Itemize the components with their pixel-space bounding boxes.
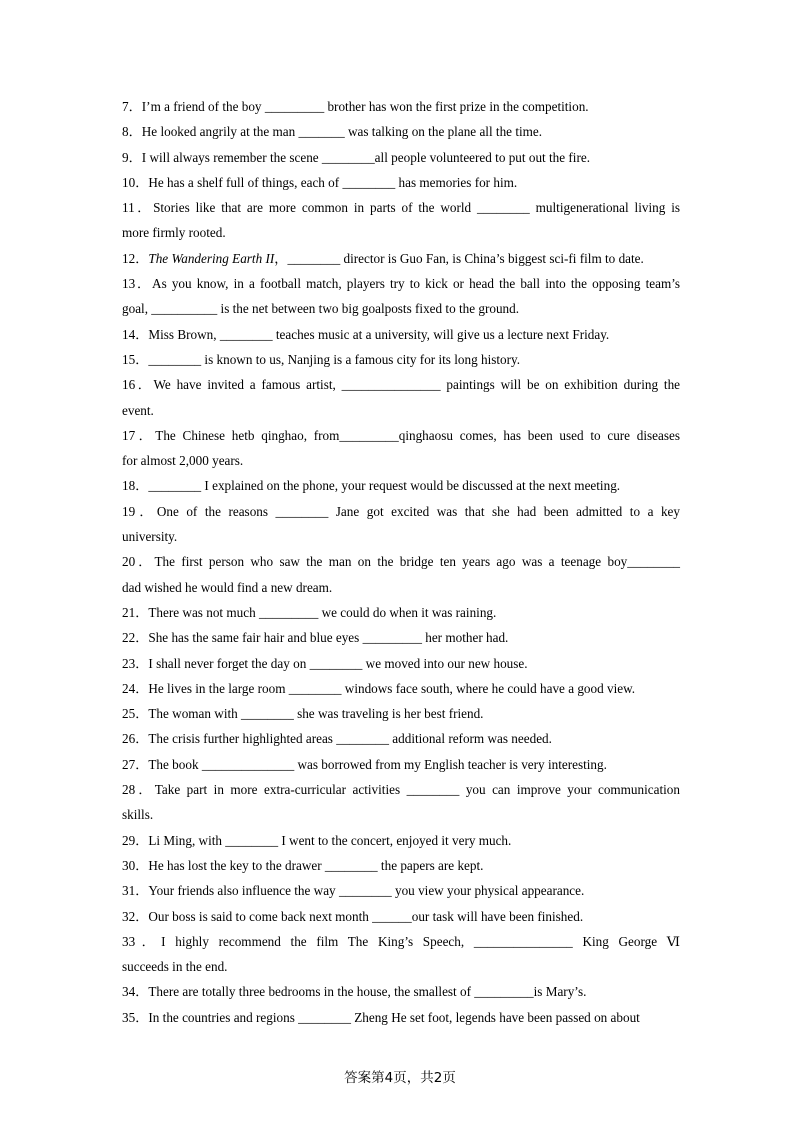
question-continuation: skills. [122,807,154,823]
question-text: There are totally three bedrooms in the house, the smallest of _________is Mary’s. [148,984,587,1000]
question-number: 34． [122,984,149,1000]
question-number: 27． [122,756,149,772]
question-text: He has lost the key to the drawer ________ the papers are kept. [148,857,484,873]
question-number: 17． [122,427,156,443]
question-line [122,701,680,726]
question-number: 19． [122,503,157,519]
question-continuation: university. [122,529,178,545]
page-footer: 答案第4页，共2页 [344,1070,456,1086]
question-continuation: event. [122,402,154,418]
question-line [122,651,680,676]
question-text: The crisis further highlighted areas ________ additional reform was needed. [148,731,552,747]
question-line [122,828,680,853]
question-text: He has a shelf full of things, each of ________ has memories for him. [148,174,518,190]
question-text: Miss Brown, ________ teaches music at a university, will give us a lecture next Friday. [148,326,610,342]
question-line [122,119,680,144]
question-line [122,777,680,802]
question-number: 16． [122,377,154,393]
question-text: Stories like that are more common in parts of the world ________ multigenerational living is [153,200,680,216]
question-number: 14． [122,326,149,342]
question-line [122,726,680,751]
question-line [122,145,680,170]
question-text: ________ is known to us, Nanjing is a famous city for its long history. [148,351,521,367]
question-line [122,347,680,372]
question-text: The Chinese hetb qinghao, from_________qinghaosu comes, has been used to cure diseases [155,427,680,443]
question-text: Your friends also influence the way ________ you view your physical appearance. [148,883,585,899]
question-number: 7． [122,99,142,114]
question-number: 9． [122,149,142,165]
question-text: I will always remember the scene ________all people volunteered to put out the fire. [141,149,591,165]
question-number: 8． [122,124,142,140]
question-text: Take part in more extra-curricular activities ________ you can improve your communication [154,782,680,798]
question-text: ，________ director is Guo Fan, is China’s biggest sci-fi film to date. [274,250,644,266]
question-number: 22． [122,630,149,646]
question-text: As you know, in a football match, players try to kick or head the ball into the opposing team’s [152,276,681,292]
question-number: 23． [122,655,149,671]
question-number: 29． [122,832,149,848]
question-number: 24． [122,680,149,696]
question-text: I highly recommend the film The King’s Speech, _______________ King George Ⅵ [161,933,681,949]
question-text: The woman with ________ she was traveling is her best friend. [148,706,484,722]
question-continuation: goal, __________ is the net between two big goalposts fixed to the ground. [122,301,520,317]
question-number: 26． [122,731,149,747]
question-line [122,979,680,1004]
question-continuation: dad wished he would find a new dream. [122,579,333,595]
question-line [122,625,680,650]
question-number: 28． [122,782,155,798]
question-line [122,423,680,448]
question-number: 11． [122,200,154,216]
question-number: 15． [122,351,149,367]
question-line [122,170,680,195]
question-continuation: succeeds in the end. [122,959,228,975]
question-text: One of the reasons ________ Jane got excited was that she had been admitted to a key [156,503,680,519]
question-text: He lives in the large room ________ windows face south, where he could have a good view. [148,680,636,696]
question-continuation: more firmly rooted. [122,225,226,241]
question-line [122,878,680,903]
question-line [122,752,680,777]
question-number: 31． [122,883,149,899]
question-line [122,271,680,296]
question-text: I shall never forget the day on ________ we moved into our new house. [148,655,528,671]
question-line [122,195,680,220]
question-text: Li Ming, with ________ I went to the concert, enjoyed it very much. [148,832,512,848]
question-text: We have invited a famous artist, _______________ paintings will be on exhibition during the [153,377,681,393]
question-text: ________ I explained on the phone, your request would be discussed at the next meeting. [148,478,621,494]
question-line [122,246,680,271]
film-title: The Wandering Earth II [148,250,275,266]
question-number: 21． [122,604,149,620]
question-line [122,322,680,347]
question-number: 20． [122,554,155,570]
question-text: I’m a friend of the boy _________ brother has won the first prize in the competition. [141,99,589,114]
question-line [122,1005,680,1030]
question-text: Our boss is said to come back next month ______our task will have been finished. [148,908,584,924]
question-number: 25． [122,706,149,722]
question-line [122,600,680,625]
question-number: 18． [122,478,149,494]
question-number: 13． [122,276,153,292]
question-text: He looked angrily at the man _______ was talking on the plane all the time. [141,124,543,140]
question-text: There was not much _________ we could do when it was raining. [148,604,497,620]
question-number: 33． [122,933,162,949]
question-line [122,676,680,701]
question-line [122,372,680,397]
question-number: 35． [122,1009,149,1025]
question-line [122,473,680,498]
question-text: In the countries and regions ________ Zheng He set foot, legends have been passed on about [148,1009,640,1025]
question-number: 30． [122,857,149,873]
question-line [122,499,680,524]
question-number: 32． [122,908,149,924]
question-number: 10． [122,174,149,190]
question-continuation: for almost 2,000 years. [122,453,244,469]
question-text: She has the same fair hair and blue eyes _________ her mother had. [148,630,509,646]
question-number: 12． [122,250,149,266]
question-line [122,94,680,119]
question-line [122,549,680,574]
question-line [122,904,680,929]
question-line [122,853,680,878]
question-line [122,929,680,954]
question-text: The first person who saw the man on the bridge ten years ago was a teenage boy________ [154,554,681,570]
question-text: The book ______________ was borrowed from my English teacher is very interesting. [148,756,607,772]
question-list [122,94,680,1030]
